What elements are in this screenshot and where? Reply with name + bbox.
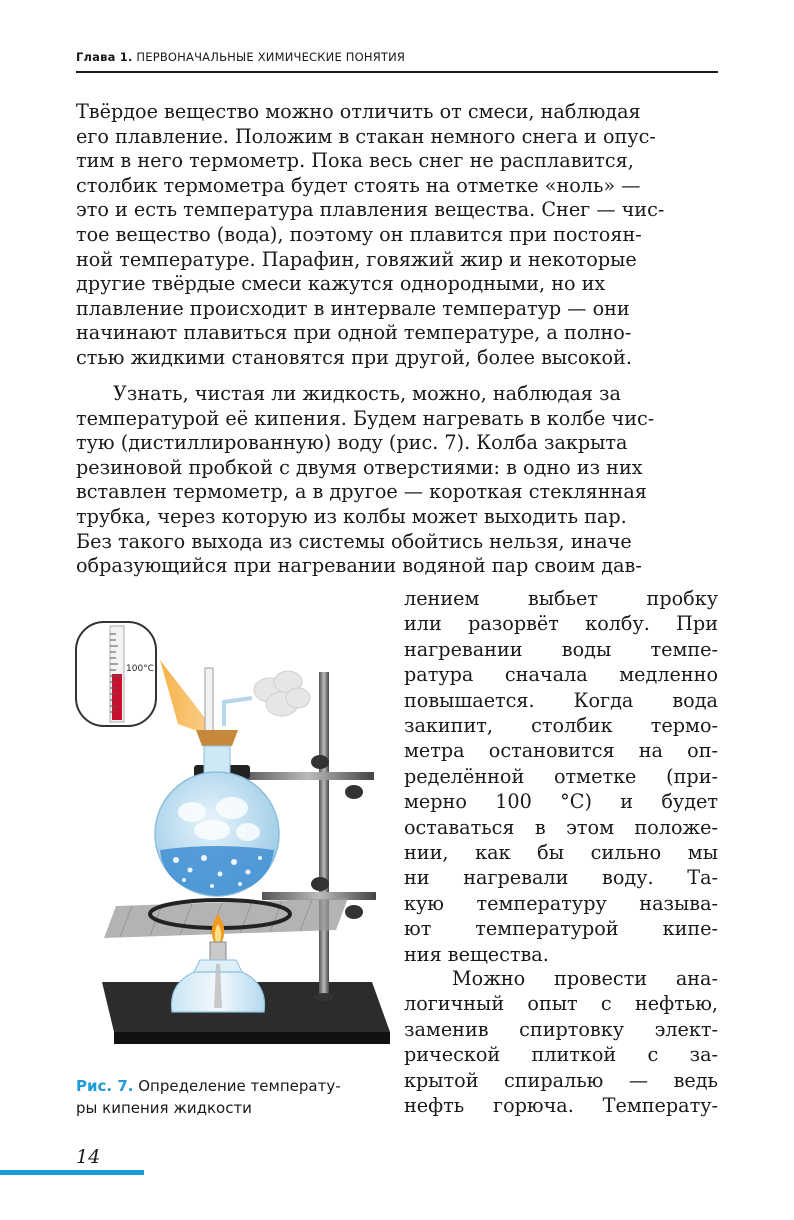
- text-line: или разорвёт колбу. При: [404, 612, 718, 636]
- text-line: начинают плавиться при одной температуре, а полно-: [76, 321, 632, 345]
- chapter-number: Глава 1.: [76, 50, 133, 64]
- boiling-water: [160, 846, 274, 896]
- figure-caption: [76, 1075, 396, 1119]
- text-line: мерно 100 °С) и будет: [404, 790, 718, 814]
- caption-text-continued: ры кипения жидкости: [76, 1099, 252, 1117]
- text-line: ной температуре. Парафин, говяжий жир и некоторые: [76, 247, 637, 271]
- text-line: Можно провести ана-: [452, 967, 718, 990]
- text-line: нии, как бы сильно мы: [404, 841, 718, 865]
- paragraph-melting: [76, 100, 718, 371]
- text-line: повышается. Когда вода: [404, 688, 718, 712]
- rubber-stopper: [196, 730, 238, 746]
- paragraph-boiling: [76, 382, 718, 579]
- paragraph-boiling-continued: [404, 586, 718, 967]
- thermometer-inset: [76, 622, 156, 726]
- steam-cloud: [254, 671, 310, 716]
- page-number: 14: [76, 1146, 101, 1168]
- text-line: метра остановится на оп-: [404, 739, 718, 763]
- text-line: ни нагревали воду. Та-: [404, 866, 718, 890]
- text-line: тую (дистиллированную) воду (рис. 7). Колба закрыта: [76, 431, 628, 455]
- figure-label: Рис. 7.: [76, 1077, 134, 1095]
- thermometer-reading: 100°С: [126, 664, 154, 674]
- text-line: кую температуру называ-: [404, 891, 718, 915]
- boiling-apparatus-illustration: [72, 612, 394, 1064]
- stand-rod: [319, 672, 329, 997]
- text-line: трубка, через которую из колбы может выходить пар.: [76, 504, 627, 528]
- chapter-title: ПЕРВОНАЧАЛЬНЫЕ ХИМИЧЕСКИЕ ПОНЯТИЯ: [136, 50, 406, 64]
- text-line: резиновой пробкой с двумя отверстиями: в одно из них: [76, 455, 643, 479]
- text-line: ределённой отметке (при-: [404, 764, 718, 788]
- text-line: тим в него термометр. Пока весь снег не расплавится,: [76, 149, 634, 173]
- text-line: столбик термометра будет стоять на отметке «ноль» —: [76, 173, 641, 197]
- text-line: нефть горюча. Температу-: [404, 1094, 718, 1118]
- text-line: тое вещество (вода), поэтому он плавится при постоян-: [76, 222, 642, 246]
- text-line: плавление происходит в интервале температур — они: [76, 296, 630, 320]
- text-line: Узнать, чистая ли жидкость, можно, наблюдая за: [113, 382, 621, 405]
- glass-tube: [224, 698, 252, 726]
- text-line: температурой её кипения. Будем нагревать в колбе чис-: [76, 406, 655, 430]
- page-number-bar: [0, 1170, 144, 1175]
- text-line: образующийся при нагревании водяной пар своим дав-: [76, 554, 642, 578]
- wire-gauze: [104, 898, 348, 938]
- text-line: вставлен термометр, а в другое — короткая стеклянная: [76, 480, 647, 504]
- spirit-lamp: [171, 942, 264, 1012]
- text-line: крытой спиралью — ведь: [404, 1068, 718, 1092]
- text-line: это и есть температура плавления вещества. Снег — чис-: [76, 198, 665, 222]
- text-line: логичный опыт с нефтью,: [404, 992, 718, 1016]
- header-rule: [76, 71, 718, 73]
- running-header: [76, 50, 718, 72]
- text-line: заменив спиртовку элект-: [404, 1017, 718, 1041]
- text-line: лением выбьет пробку: [404, 587, 718, 610]
- text-line: другие твёрдые смеси кажутся однородными, но их: [76, 272, 606, 296]
- text-line: стью жидкими становятся при другой, более высокой.: [76, 345, 632, 369]
- paragraph-oil: [404, 966, 718, 1118]
- text-line: оставаться в этом положе-: [404, 815, 718, 839]
- text-line: Без такого выхода из системы обойтись нельзя, иначе: [76, 529, 632, 553]
- text-line: нагревании воды темпе-: [404, 637, 718, 661]
- text-line: его плавление. Положим в стакан немного снега и опус-: [76, 124, 656, 148]
- text-line: ратура сначала медленно: [404, 663, 718, 687]
- text-line: закипит, столбик термо-: [404, 714, 718, 738]
- text-line: рической плиткой с за-: [404, 1043, 718, 1067]
- mercury-column: [112, 674, 122, 720]
- text-line: ют температурой кипе-: [404, 917, 718, 941]
- text-line: Твёрдое вещество можно отличить от смеси, наблюдая: [76, 100, 641, 123]
- text-line: ния вещества.: [404, 942, 549, 966]
- caption-text: Определение температу-: [133, 1077, 341, 1095]
